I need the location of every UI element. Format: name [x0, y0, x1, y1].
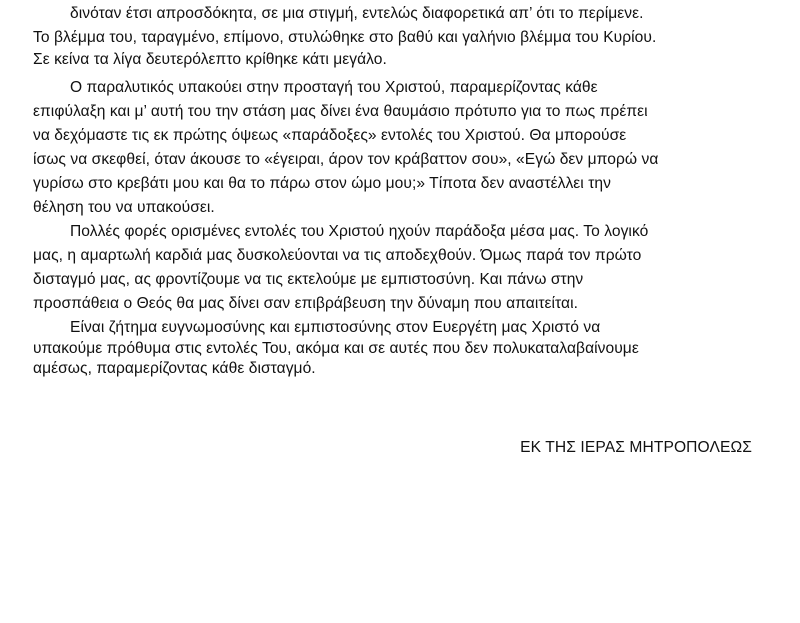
text-line: Είναι ζήτημα ευγνωμοσύνης και εμπιστοσύνης στον Ευεργέτη μας Χριστό να	[70, 319, 601, 336]
text-line: δινόταν έτσι απροσδόκητα, σε μια στιγμή, εντελώς διαφορετικά απ’ ότι το περίμενε.	[70, 5, 644, 22]
text-line: προσπάθεια ο Θεός θα μας δίνει σαν επιβράβευση την δύναμη που απαιτείται.	[33, 295, 579, 312]
text-line: μας, η αμαρτωλή καρδιά μας δυσκολεύονται να τις αποδεχθούν. Όμως παρά τον πρώτο	[33, 247, 642, 264]
text-line: γυρίσω στο κρεβάτι μου και θα το πάρω στον ώμο μου;» Τίποτα δεν αναστέλλει την	[33, 175, 611, 192]
text-line: θέληση του να υπακούσει.	[33, 199, 215, 216]
text-line: να δεχόμαστε τις εκ πρώτης όψεως «παράδοξες» εντολές του Χριστού. Θα μπορούσε	[33, 127, 627, 144]
text-line: υπακούμε πρόθυμα στις εντολές Του, ακόμα και σε αυτές που δεν πολυκαταλαβαίνουμε	[33, 340, 639, 357]
text-line: Σε κείνα τα λίγα δευτερόλεπτο κρίθηκε κάτι μεγάλο.	[33, 51, 387, 68]
signature: ΕΚ ΤΗΣ ΙΕΡΑΣ ΜΗΤΡΟΠΟΛΕΩΣ	[520, 439, 752, 456]
text-line: ίσως να σκεφθεί, όταν άκουσε το «έγειραι, άρον τον κράβαττον σου», «Εγώ δεν μπορώ να	[33, 151, 659, 168]
text-line: Ο παραλυτικός υπακούει στην προσταγή του Χριστού, παραμερίζοντας κάθε	[70, 79, 598, 96]
text-line: επιφύλαξη και μ’ αυτή του την στάση μας δίνει ένα θαυμάσιο πρότυπο για το πως πρέπει	[33, 103, 648, 120]
text-line: Το βλέμμα του, ταραγμένο, επίμονο, στυλώθηκε στο βαθύ και γαλήνιο βλέμμα του Κυρίου.	[33, 29, 657, 46]
text-line: Πολλές φορές ορισμένες εντολές του Χριστού ηχούν παράδοξα μέσα μας. Το λογικό	[70, 223, 649, 240]
text-line: αμέσως, παραμερίζοντας κάθε δισταγμό.	[33, 360, 316, 377]
text-line: δισταγμό μας, ας φροντίζουμε να τις εκτελούμε με εμπιστοσύνη. Και πάνω στην	[33, 271, 584, 288]
